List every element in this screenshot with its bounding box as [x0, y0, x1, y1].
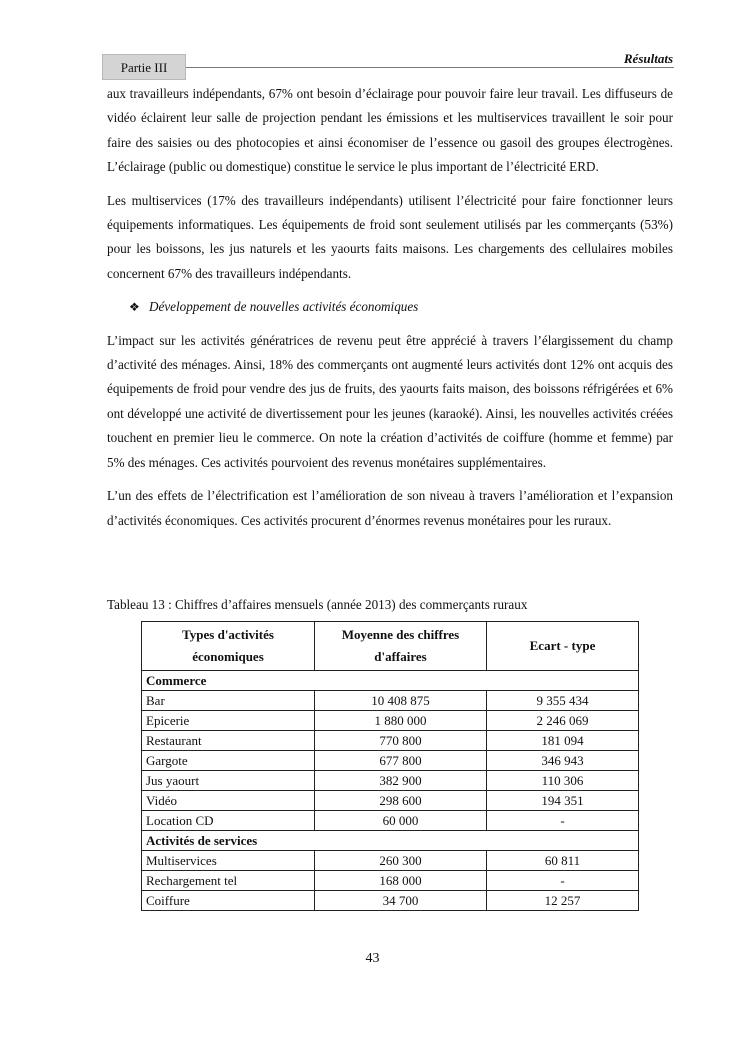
std-dev-cell: 9 355 434: [487, 691, 639, 711]
table-body: [142, 671, 639, 911]
activity-cell: Epicerie: [142, 711, 315, 731]
column-header: Moyenne des chiffres d'affaires: [315, 622, 487, 671]
mean-revenue-cell: 677 800: [315, 751, 487, 771]
column-header: Types d'activités économiques: [142, 622, 315, 671]
std-dev-cell: 346 943: [487, 751, 639, 771]
paragraph-2: Les multiservices (17% des travailleurs indépendants) utilisent l’électricité pour faire fonctionner leurs équipements informatiques. Les équipements de froid sont seulement utilisés par les commerçants (53%) pour les boissons, les jus naturels et les yaourts faits maisons. Les chargements des cellulaires mobiles concernent 67% des travailleurs indépendants.: [107, 192, 673, 281]
std-dev-cell: 110 306: [487, 771, 639, 791]
activity-cell: Jus yaourt: [142, 771, 315, 791]
subsection-heading-text: Développement de nouvelles activités économiques: [149, 299, 419, 315]
paragraph-1: aux travailleurs indépendants, 67% ont besoin d’éclairage pour pouvoir faire leur travail. Les diffuseurs de vidéo éclairent leur salle de projection pendant les émissions et les multiservices travaillent le soir pour faire des saisies ou des photocopies et ainsi économiser de l’essence ou gasoil des groupes électrogènes. L’éclairage (public ou domestique) constitue le service le plus important de l’électricité ERD.: [107, 86, 673, 175]
mean-revenue-cell: 1 880 000: [315, 711, 487, 731]
mean-revenue-cell: 60 000: [315, 811, 487, 831]
revenue-table: [141, 621, 639, 911]
std-dev-cell: -: [487, 871, 639, 891]
activity-cell: Vidéo: [142, 791, 315, 811]
mean-revenue-cell: 770 800: [315, 731, 487, 751]
chapter-title: Résultats: [623, 51, 673, 66]
table-row: [142, 691, 639, 711]
table-row: [142, 711, 639, 731]
section-label: Activités de services: [142, 831, 639, 851]
activity-cell: Rechargement tel: [142, 871, 315, 891]
table-row: [142, 731, 639, 751]
table-row: [142, 791, 639, 811]
section-label: Commerce: [142, 671, 639, 691]
table-header-row: [142, 622, 639, 671]
activity-cell: Coiffure: [142, 891, 315, 911]
std-dev-cell: 181 094: [487, 731, 639, 751]
mean-revenue-cell: 10 408 875: [315, 691, 487, 711]
header-rule: [186, 67, 674, 68]
section-row: [142, 831, 639, 851]
section-row: [142, 671, 639, 691]
activity-cell: Multiservices: [142, 851, 315, 871]
mean-revenue-cell: 34 700: [315, 891, 487, 911]
activity-cell: Location CD: [142, 811, 315, 831]
mean-revenue-cell: 382 900: [315, 771, 487, 791]
table-row: [142, 811, 639, 831]
activity-cell: Bar: [142, 691, 315, 711]
mean-revenue-cell: 260 300: [315, 851, 487, 871]
page-number: 43: [365, 951, 380, 966]
diamond-bullet-icon: ❖: [129, 300, 140, 315]
table-row: [142, 771, 639, 791]
std-dev-cell: 12 257: [487, 891, 639, 911]
table-row: [142, 751, 639, 771]
activity-cell: Restaurant: [142, 731, 315, 751]
paragraph-4: L’un des effets de l’électrification est l’amélioration de son niveau à travers l’amélioration et l’expansion d’activités économiques. Ces activités procurent d’énormes revenus monétaires pour les ruraux.: [107, 488, 673, 528]
page-body: [107, 82, 673, 533]
std-dev-cell: 194 351: [487, 791, 639, 811]
std-dev-cell: 2 246 069: [487, 711, 639, 731]
column-header: Ecart - type: [487, 622, 639, 671]
mean-revenue-cell: 298 600: [315, 791, 487, 811]
mean-revenue-cell: 168 000: [315, 871, 487, 891]
table-row: [142, 891, 639, 911]
std-dev-cell: 60 811: [487, 851, 639, 871]
activity-cell: Gargote: [142, 751, 315, 771]
table-caption: Tableau 13 : Chiffres d’affaires mensuels (année 2013) des commerçants ruraux: [107, 597, 528, 612]
table-row: [142, 851, 639, 871]
subsection-heading: [129, 295, 673, 319]
table-row: [142, 871, 639, 891]
section-tab: Partie III: [102, 54, 186, 80]
paragraph-3: L’impact sur les activités génératrices de revenu peut être apprécié à travers l’élargissement du champ d’activité des ménages. Ainsi, 18% des commerçants ont augmenté leurs activités dont 12% ont acquis des équipements de froid pour vendre des jus de fruits, des yaourts faits maison, des boissons réfrigérées et 6% ont développé une activité de divertissement pour les jeunes (karaoké). Ainsi, les nouvelles activités créées touchent en premier lieu le commerce. On note la création d’activités de coiffure (homme et femme) par 5% des ménages. Ces activités pourvoient des revenus monétaires supplémentaires.: [107, 332, 673, 470]
std-dev-cell: -: [487, 811, 639, 831]
